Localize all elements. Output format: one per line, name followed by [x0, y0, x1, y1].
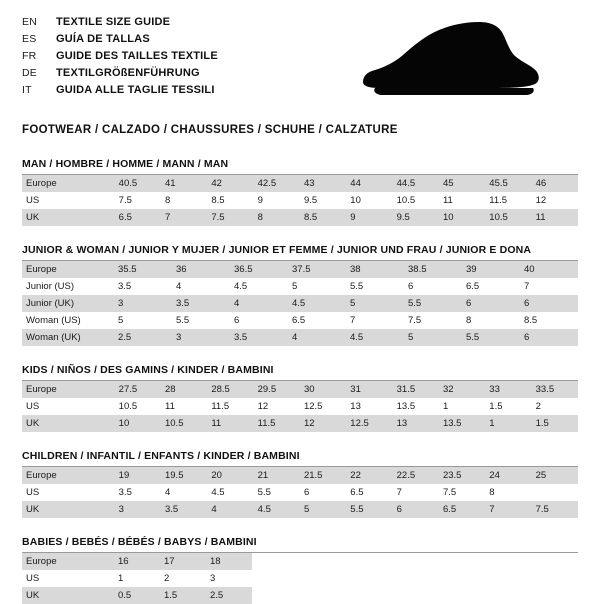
cell: 6.5: [439, 501, 485, 518]
cell: 19.5: [161, 467, 207, 484]
size-table-children: [22, 467, 578, 518]
cell: 38: [346, 261, 404, 278]
size-table-man: [22, 175, 578, 226]
size-table-kids: [22, 381, 578, 432]
cell: 8.5: [300, 209, 346, 226]
cell: 3.5: [230, 329, 288, 346]
cell: 6: [303, 487, 310, 498]
cell: 44.5: [393, 175, 439, 192]
cell: 37.5: [288, 261, 346, 278]
cell: 16: [114, 553, 160, 570]
cell: 6.5: [350, 487, 364, 498]
size-block-babies: [22, 536, 578, 604]
table-row: [22, 261, 578, 278]
cell: 6.5: [466, 281, 480, 292]
block-title: MAN / HOMBRE / HOMME / MANN / MAN: [22, 158, 578, 175]
cell: 7.5: [408, 315, 422, 326]
cell-empty: [252, 570, 600, 587]
cell: 3: [114, 295, 172, 312]
cell: 6: [520, 329, 578, 346]
cell: 5.5: [346, 501, 392, 518]
cell: 6: [408, 281, 414, 292]
cell: 0.5: [114, 587, 160, 604]
cell: 1.5: [489, 401, 503, 412]
table-row: [22, 381, 578, 398]
cell: 6: [462, 295, 520, 312]
cell: 13: [393, 415, 439, 432]
cell: 9: [346, 209, 392, 226]
row-label: US: [26, 195, 40, 206]
cell: 36: [172, 261, 230, 278]
size-block-man: [22, 158, 578, 226]
cell: 13: [350, 401, 361, 412]
table-row: [22, 312, 578, 329]
cell: 38.5: [404, 261, 462, 278]
row-label: Europe: [22, 261, 114, 278]
cell: 21: [254, 467, 300, 484]
cell: 9.5: [303, 195, 318, 206]
cell: 29.5: [254, 381, 300, 398]
table-row: [22, 501, 578, 518]
cell: 10: [115, 415, 161, 432]
cell: 7: [350, 315, 356, 326]
cell: 25: [532, 467, 578, 484]
cell: 5.5: [350, 281, 364, 292]
row-label: Europe: [22, 175, 115, 192]
cell: 8: [254, 209, 300, 226]
cell: 10.5: [485, 209, 531, 226]
row-label: Junior (UK): [22, 295, 114, 312]
cell: 6: [393, 501, 439, 518]
cell: 8: [164, 195, 171, 206]
cell-empty: [252, 553, 600, 570]
cell: 5: [346, 295, 404, 312]
size-table-babies: [22, 553, 600, 604]
table-row: [22, 329, 578, 346]
cell: 7.5: [532, 501, 578, 518]
cell: 4: [230, 295, 288, 312]
cell: 3: [172, 329, 230, 346]
cell: 5.5: [257, 487, 271, 498]
language-title: GUIDA ALLE TAGLIE TESSILI: [56, 84, 215, 96]
cell: 7: [396, 487, 402, 498]
cell: 2.5: [114, 329, 172, 346]
cell: 28: [161, 381, 207, 398]
row-label: Europe: [22, 467, 115, 484]
cell: 7.5: [207, 209, 253, 226]
cell: 41: [161, 175, 207, 192]
cell: 3.5: [172, 295, 230, 312]
cell: 43: [300, 175, 346, 192]
row-label: Woman (US): [26, 315, 81, 326]
cell: 4: [288, 329, 346, 346]
table-row: [22, 192, 578, 209]
language-code: DE: [22, 67, 37, 79]
table-row: [22, 415, 578, 432]
cell: 30: [300, 381, 346, 398]
cell: 1: [118, 573, 124, 584]
cell: 39: [462, 261, 520, 278]
table-row: [22, 295, 578, 312]
cell: 1.5: [532, 415, 578, 432]
cell: 3.5: [118, 281, 132, 292]
table-row: [22, 209, 578, 226]
block-title: JUNIOR & WOMAN / JUNIOR Y MUJER / JUNIOR ET FEMME / JUNIOR UND FRAU / JUNIOR E DONA: [22, 244, 578, 261]
language-code: FR: [22, 50, 37, 62]
row-label: UK: [22, 415, 115, 432]
cell: 7: [485, 501, 531, 518]
cell: 33: [485, 381, 531, 398]
cell: 7: [161, 209, 207, 226]
cell: 6: [234, 315, 240, 326]
row-label: US: [26, 573, 40, 584]
cell: 12: [300, 415, 346, 432]
cell: 4: [207, 501, 253, 518]
row-label: UK: [22, 587, 114, 604]
cell: 11: [207, 415, 253, 432]
cell: 10: [350, 195, 361, 206]
cell: 7: [524, 281, 530, 292]
cell: 40: [520, 261, 578, 278]
row-label: Woman (UK): [22, 329, 114, 346]
cell: 12: [535, 195, 547, 206]
cell: 3: [115, 501, 161, 518]
table-row: [22, 398, 578, 415]
cell: 31: [346, 381, 392, 398]
cell: 21.5: [300, 467, 346, 484]
cell: 10: [439, 209, 485, 226]
row-label: UK: [22, 209, 115, 226]
language-code: ES: [22, 33, 37, 45]
cell: 36.5: [230, 261, 288, 278]
cell: 6: [520, 295, 578, 312]
block-title: KIDS / NIÑOS / DES GAMINS / KINDER / BAMBINI: [22, 364, 578, 381]
row-label: UK: [22, 501, 115, 518]
cell: 9: [257, 195, 263, 206]
cell: 42: [207, 175, 253, 192]
cell: 2: [164, 573, 170, 584]
cell: 8.5: [524, 315, 538, 326]
table-row: [22, 278, 578, 295]
row-label: Europe: [22, 553, 114, 570]
cell: [532, 484, 578, 501]
cell: 18: [206, 553, 252, 570]
cell: 9.5: [393, 209, 439, 226]
page-title: FOOTWEAR / CALZADO / CHAUSSURES / SCHUHE / CALZATURE: [22, 124, 398, 136]
cell: 1: [442, 401, 449, 412]
cell: 6.5: [292, 315, 306, 326]
cell: 11: [164, 401, 175, 412]
cell: 3.5: [118, 487, 132, 498]
cell: 19: [115, 467, 161, 484]
cell: 12.5: [303, 401, 323, 412]
row-label: US: [26, 401, 40, 412]
cell: 3: [210, 573, 216, 584]
cell: 6.5: [115, 209, 161, 226]
cell: 5.5: [404, 295, 462, 312]
cell: 12: [257, 401, 269, 412]
cell: 45.5: [485, 175, 531, 192]
cell: 5: [292, 281, 298, 292]
cell: 8.5: [211, 195, 225, 206]
cell: 5.5: [462, 329, 520, 346]
cell: 4: [176, 281, 182, 292]
cell: 24: [485, 467, 531, 484]
row-label: Europe: [22, 381, 115, 398]
cell: 7.5: [442, 487, 457, 498]
cell: 5: [118, 315, 124, 326]
cell: 4: [164, 487, 171, 498]
row-label: US: [26, 487, 40, 498]
cell: 31.5: [393, 381, 439, 398]
cell: 22: [346, 467, 392, 484]
cell: 8: [466, 315, 472, 326]
cell: 4.5: [211, 487, 225, 498]
cell: 23.5: [439, 467, 485, 484]
cell: 4.5: [288, 295, 346, 312]
language-title: TEXTILE SIZE GUIDE: [56, 16, 171, 28]
cell: 32: [439, 381, 485, 398]
cell: 5.5: [176, 315, 190, 326]
size-block-junior-woman: [22, 244, 578, 346]
cell: 8: [489, 487, 495, 498]
table-row: [22, 175, 578, 192]
size-table-junior-woman: [22, 261, 578, 346]
cell: 2: [535, 401, 541, 412]
cell: 11: [442, 195, 453, 206]
cell: 7.5: [118, 195, 132, 206]
language-code: EN: [22, 16, 37, 28]
cell: 1: [485, 415, 531, 432]
language-code: IT: [22, 84, 32, 96]
cell: 11.5: [211, 401, 230, 412]
cell: 45: [439, 175, 485, 192]
cell: 4.5: [234, 281, 248, 292]
cell: 17: [160, 553, 206, 570]
language-title: GUÍA DE TALLAS: [56, 33, 150, 45]
table-row: [22, 467, 578, 484]
cell: 28.5: [207, 381, 253, 398]
cell: 27.5: [115, 381, 161, 398]
page-header: [22, 14, 578, 110]
size-block-kids: [22, 364, 578, 432]
cell: 5: [300, 501, 346, 518]
cell: 13.5: [439, 415, 485, 432]
language-title: GUIDE DES TAILLES TEXTILE: [56, 50, 218, 62]
cell: 40.5: [115, 175, 161, 192]
cell: 42.5: [254, 175, 300, 192]
cell: 4.5: [254, 501, 300, 518]
cell: 13.5: [396, 401, 416, 412]
cell: 10.5: [396, 195, 416, 206]
cell: 35.5: [114, 261, 172, 278]
cell: 1.5: [160, 587, 206, 604]
cell-empty: [252, 587, 600, 604]
cell: 10.5: [118, 401, 138, 412]
cell: 4.5: [346, 329, 404, 346]
cell: 20: [207, 467, 253, 484]
table-row: [22, 484, 578, 501]
cell: 44: [346, 175, 392, 192]
cell: 46: [532, 175, 578, 192]
cell: 11.5: [254, 415, 300, 432]
language-title: TEXTILGRÖßENFÜHRUNG: [56, 67, 200, 79]
cell: 33.5: [532, 381, 578, 398]
size-block-children: [22, 450, 578, 518]
block-title: CHILDREN / INFANTIL / ENFANTS / KINDER / BAMBINI: [22, 450, 578, 467]
dress-shoe-icon: [355, 20, 540, 98]
cell: 3.5: [161, 501, 207, 518]
cell: 11.5: [489, 195, 508, 206]
block-title: BABIES / BEBÉS / BÉBÉS / BABYS / BAMBINI: [22, 536, 578, 553]
row-label: Junior (US): [26, 281, 75, 292]
table-row: [22, 587, 600, 604]
cell: 5: [404, 329, 462, 346]
cell: 11: [532, 209, 578, 226]
cell: 10.5: [161, 415, 207, 432]
cell: 12.5: [346, 415, 392, 432]
table-row: [22, 570, 600, 587]
table-row: [22, 553, 600, 570]
cell: 2.5: [206, 587, 252, 604]
cell: 22.5: [393, 467, 439, 484]
